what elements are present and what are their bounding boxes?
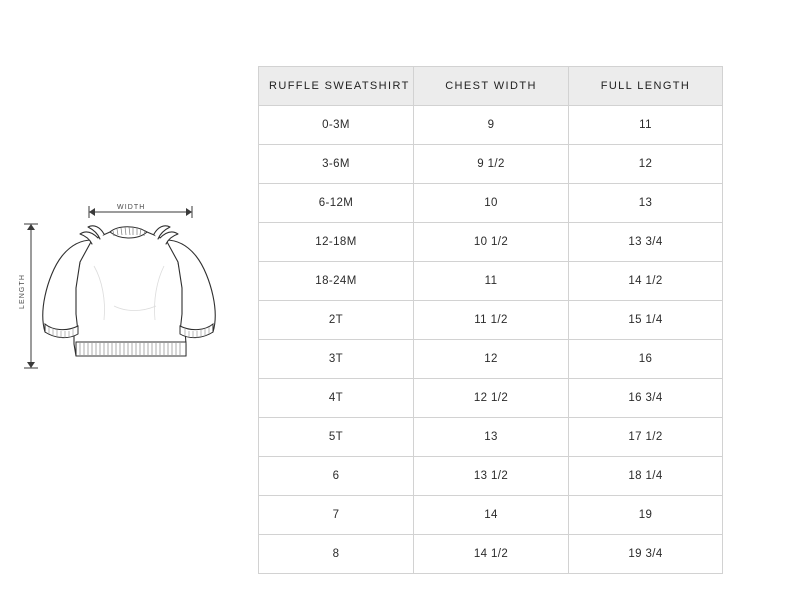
cell-size: 7 bbox=[259, 496, 414, 535]
cell-chest: 9 1/2 bbox=[414, 145, 569, 184]
cell-length: 13 bbox=[569, 184, 723, 223]
cell-length: 19 bbox=[569, 496, 723, 535]
table-row bbox=[259, 379, 723, 418]
cell-size: 18-24M bbox=[259, 262, 414, 301]
cell-chest: 13 bbox=[414, 418, 569, 457]
table-row bbox=[259, 340, 723, 379]
cell-length: 14 1/2 bbox=[569, 262, 723, 301]
column-header-chest-width: CHEST WIDTH bbox=[414, 67, 569, 106]
width-dimension-label: WIDTH bbox=[117, 204, 146, 211]
table-row bbox=[259, 496, 723, 535]
cell-chest: 12 bbox=[414, 340, 569, 379]
cell-size: 3T bbox=[259, 340, 414, 379]
garment-diagram bbox=[14, 196, 240, 396]
cell-size: 5T bbox=[259, 418, 414, 457]
cell-length: 17 1/2 bbox=[569, 418, 723, 457]
cell-length: 15 1/4 bbox=[569, 301, 723, 340]
cell-chest: 14 bbox=[414, 496, 569, 535]
cell-chest: 14 1/2 bbox=[414, 535, 569, 574]
cell-length: 16 bbox=[569, 340, 723, 379]
cell-chest: 12 1/2 bbox=[414, 379, 569, 418]
cell-chest: 11 bbox=[414, 262, 569, 301]
table-row bbox=[259, 145, 723, 184]
cell-length: 16 3/4 bbox=[569, 379, 723, 418]
table-header-row bbox=[259, 67, 723, 106]
length-dimension-label: LENGTH bbox=[19, 274, 26, 309]
table-row bbox=[259, 262, 723, 301]
length-arrow-icon bbox=[24, 224, 38, 368]
table-row bbox=[259, 184, 723, 223]
cell-size: 3-6M bbox=[259, 145, 414, 184]
table-row bbox=[259, 223, 723, 262]
cell-size: 8 bbox=[259, 535, 414, 574]
table-row bbox=[259, 457, 723, 496]
table-row bbox=[259, 535, 723, 574]
cell-length: 19 3/4 bbox=[569, 535, 723, 574]
cell-size: 4T bbox=[259, 379, 414, 418]
size-chart-table bbox=[258, 66, 723, 574]
cell-chest: 13 1/2 bbox=[414, 457, 569, 496]
cell-chest: 11 1/2 bbox=[414, 301, 569, 340]
table-body bbox=[259, 106, 723, 574]
table-header bbox=[259, 67, 723, 106]
cell-chest: 10 bbox=[414, 184, 569, 223]
cell-size: 2T bbox=[259, 301, 414, 340]
cell-size: 6 bbox=[259, 457, 414, 496]
column-header-full-length: FULL LENGTH bbox=[569, 67, 723, 106]
table-row bbox=[259, 301, 723, 340]
cell-length: 18 1/4 bbox=[569, 457, 723, 496]
column-header-size: RUFFLE SWEATSHIRT bbox=[259, 67, 414, 106]
cell-chest: 9 bbox=[414, 106, 569, 145]
cell-size: 12-18M bbox=[259, 223, 414, 262]
cell-length: 11 bbox=[569, 106, 723, 145]
cell-length: 13 3/4 bbox=[569, 223, 723, 262]
cell-size: 6-12M bbox=[259, 184, 414, 223]
cell-chest: 10 1/2 bbox=[414, 223, 569, 262]
cell-size: 0-3M bbox=[259, 106, 414, 145]
sweatshirt-line-drawing bbox=[14, 196, 240, 396]
table-row bbox=[259, 418, 723, 457]
table-row bbox=[259, 106, 723, 145]
cell-length: 12 bbox=[569, 145, 723, 184]
